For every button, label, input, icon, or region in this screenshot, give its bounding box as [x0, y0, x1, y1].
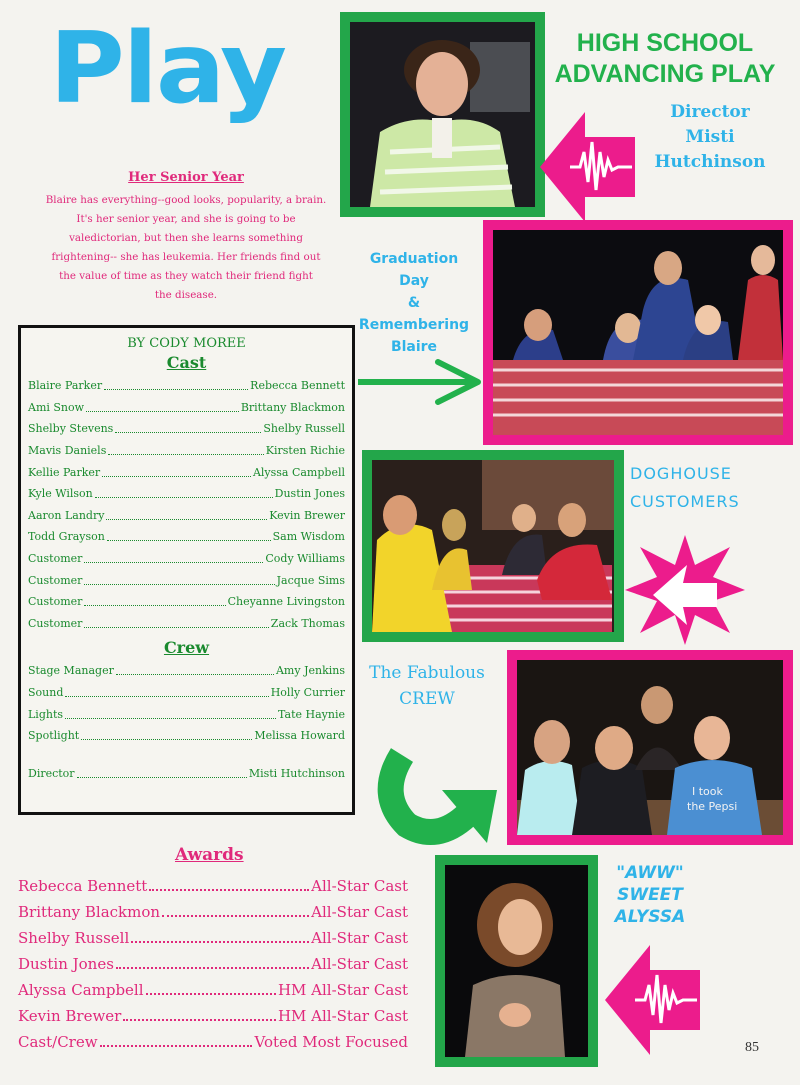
credit-actor: Alyssa Campbell — [252, 465, 345, 479]
credit-actor: Shelby Russell — [263, 422, 345, 436]
doghouse-caption — [630, 460, 740, 516]
director-caption-line: Hutchinson — [654, 152, 766, 172]
credit-actor: Brittany Blackmon — [240, 400, 345, 414]
credit-role: Mavis Daniels — [28, 444, 107, 458]
doghouse-photo — [362, 450, 624, 642]
credit-actor: Holly Currier — [270, 686, 345, 700]
cast-list — [28, 375, 345, 634]
award-row — [18, 1029, 408, 1055]
credit-actor: Zack Thomas — [270, 616, 345, 630]
credit-row — [28, 418, 345, 440]
credit-row — [28, 569, 345, 591]
green-curved-arrow-icon — [372, 735, 502, 847]
pink-arrow-icon — [540, 112, 635, 222]
credit-actor: Jacque Sims — [276, 573, 345, 587]
headline-line: ADVANCING PLAY — [554, 60, 776, 88]
page-title: Play — [49, 12, 286, 126]
credit-row — [28, 526, 345, 548]
doghouse-caption-line: DOGHOUSE — [630, 464, 732, 483]
credit-row — [28, 660, 345, 682]
credit-role: Customer — [28, 616, 83, 630]
credit-role: Customer — [28, 552, 83, 566]
credit-role: Sound — [28, 686, 64, 700]
page-number: 85 — [745, 1040, 759, 1055]
credit-row — [28, 703, 345, 725]
credit-row — [28, 725, 345, 747]
synopsis-line: frightening-- she has leukemia. Her friends find out — [51, 251, 321, 263]
aww-caption-line: "AWW" — [616, 863, 684, 883]
graduation-caption-line: & — [407, 295, 421, 311]
synopsis-line: the disease. — [154, 289, 218, 301]
director-photo — [340, 12, 545, 217]
graduation-caption-line: Graduation Day — [369, 251, 459, 289]
award-name: Alyssa Campbell — [18, 981, 144, 999]
credit-role: Kyle Wilson — [28, 487, 93, 501]
crew-caption-line: The Fabulous — [369, 663, 485, 683]
doghouse-caption-line: CUSTOMERS — [630, 492, 740, 511]
award-title: HM All-Star Cast — [277, 981, 408, 999]
doghouse-photo-image — [372, 460, 614, 632]
pink-arrow-icon — [605, 945, 700, 1055]
award-name: Kevin Brewer — [18, 1007, 122, 1025]
credit-role: Ami Snow — [28, 400, 85, 414]
award-row — [18, 899, 408, 925]
credit-role: Shelby Stevens — [28, 422, 114, 436]
credit-actor: Cheyanne Livingston — [227, 595, 345, 609]
credit-role: Customer — [28, 595, 83, 609]
award-title: Voted Most Focused — [254, 1033, 408, 1051]
award-name: Cast/Crew — [18, 1033, 98, 1051]
crew-caption — [362, 660, 492, 712]
headline — [540, 28, 790, 90]
starburst-arrow-icon — [625, 535, 745, 645]
award-row — [18, 1003, 408, 1029]
credit-actor: Dustin Jones — [274, 487, 345, 501]
aww-caption-line: ALYSSA — [614, 907, 686, 927]
crew-caption-line: CREW — [399, 689, 455, 709]
credit-role: Stage Manager — [28, 664, 114, 678]
shirt-text-line-1: I took — [692, 785, 723, 798]
credit-row — [28, 397, 345, 419]
award-name: Brittany Blackmon — [18, 903, 161, 921]
awards-heading: Awards — [175, 845, 244, 865]
synopsis-line: It's her senior year, and she is going to be — [76, 213, 296, 225]
credit-row — [28, 682, 345, 704]
award-title: All-Star Cast — [311, 955, 408, 973]
credit-actor: Sam Wisdom — [272, 530, 345, 544]
cast-crew-box — [18, 325, 355, 815]
award-title: All-Star Cast — [311, 929, 408, 947]
credit-actor: Melissa Howard — [254, 729, 345, 743]
headline-line: HIGH SCHOOL — [576, 29, 754, 57]
award-name: Dustin Jones — [18, 955, 114, 973]
synopsis-line: the value of time as they watch their friend fight — [59, 270, 313, 282]
crew-list — [28, 660, 345, 746]
aww-caption-line: SWEET — [617, 885, 683, 905]
director-caption-line: Misti — [685, 127, 735, 147]
credit-actor: Rebecca Bennett — [250, 379, 345, 393]
credit-role: Blaire Parker — [28, 379, 103, 393]
credit-actor: Kirsten Richie — [265, 444, 345, 458]
crew-photo — [507, 650, 793, 845]
synopsis-line: Blaire has everything--good looks, popularity, a brain. — [45, 194, 327, 206]
synopsis — [18, 170, 354, 305]
credit-role: Lights — [28, 707, 64, 721]
credit-role: Spotlight — [28, 729, 80, 743]
credit-role: Aaron Landry — [28, 508, 105, 522]
award-title: HM All-Star Cast — [277, 1007, 408, 1025]
award-row — [18, 873, 408, 899]
credit-row — [28, 505, 345, 527]
award-name: Rebecca Bennett — [18, 877, 148, 895]
award-title: All-Star Cast — [311, 877, 408, 895]
awards-list — [18, 873, 408, 1055]
director-caption-line: Director — [670, 102, 750, 122]
graduation-caption — [354, 248, 474, 358]
award-title: All-Star Cast — [311, 903, 408, 921]
crew-photo-image — [517, 660, 783, 835]
credit-role: Kellie Parker — [28, 465, 101, 479]
director-caption — [635, 100, 785, 175]
graduation-photo — [483, 220, 793, 445]
credit-actor: Tate Haynie — [278, 707, 345, 721]
cast-heading: Cast — [166, 353, 207, 372]
alyssa-photo-image — [445, 865, 588, 1057]
aww-caption — [600, 862, 700, 928]
award-row — [18, 925, 408, 951]
credit-row — [28, 548, 345, 570]
credit-row — [28, 375, 345, 397]
credit-row — [28, 440, 345, 462]
synopsis-body — [18, 191, 354, 305]
credit-row — [28, 591, 345, 613]
synopsis-heading: Her Senior Year — [128, 170, 244, 185]
credit-actor: Amy Jenkins — [275, 664, 345, 678]
credit-actor: Kevin Brewer — [269, 508, 345, 522]
graduation-photo-image — [493, 230, 783, 435]
synopsis-line: valedictorian, but then she learns something — [69, 232, 303, 244]
green-arrow-right-icon — [358, 358, 483, 406]
award-name: Shelby Russell — [18, 929, 130, 947]
graduation-caption-line: Blaire — [390, 339, 438, 355]
director-photo-image — [350, 22, 535, 207]
credit-row — [28, 613, 345, 635]
crew-heading: Crew — [163, 638, 210, 658]
alyssa-photo — [435, 855, 598, 1067]
credit-row — [28, 461, 345, 483]
byline: BY CODY MOREE — [127, 336, 246, 351]
credit-role: Todd Grayson — [28, 530, 105, 544]
director-row: Director Misti Hutchinson — [28, 766, 345, 780]
credit-actor: Cody Williams — [265, 552, 345, 566]
credit-row — [28, 483, 345, 505]
award-row — [18, 977, 408, 1003]
credit-role: Customer — [28, 573, 83, 587]
shirt-text-line-2: the Pepsi — [687, 800, 738, 813]
graduation-caption-line: Remembering — [358, 317, 470, 333]
award-row — [18, 951, 408, 977]
